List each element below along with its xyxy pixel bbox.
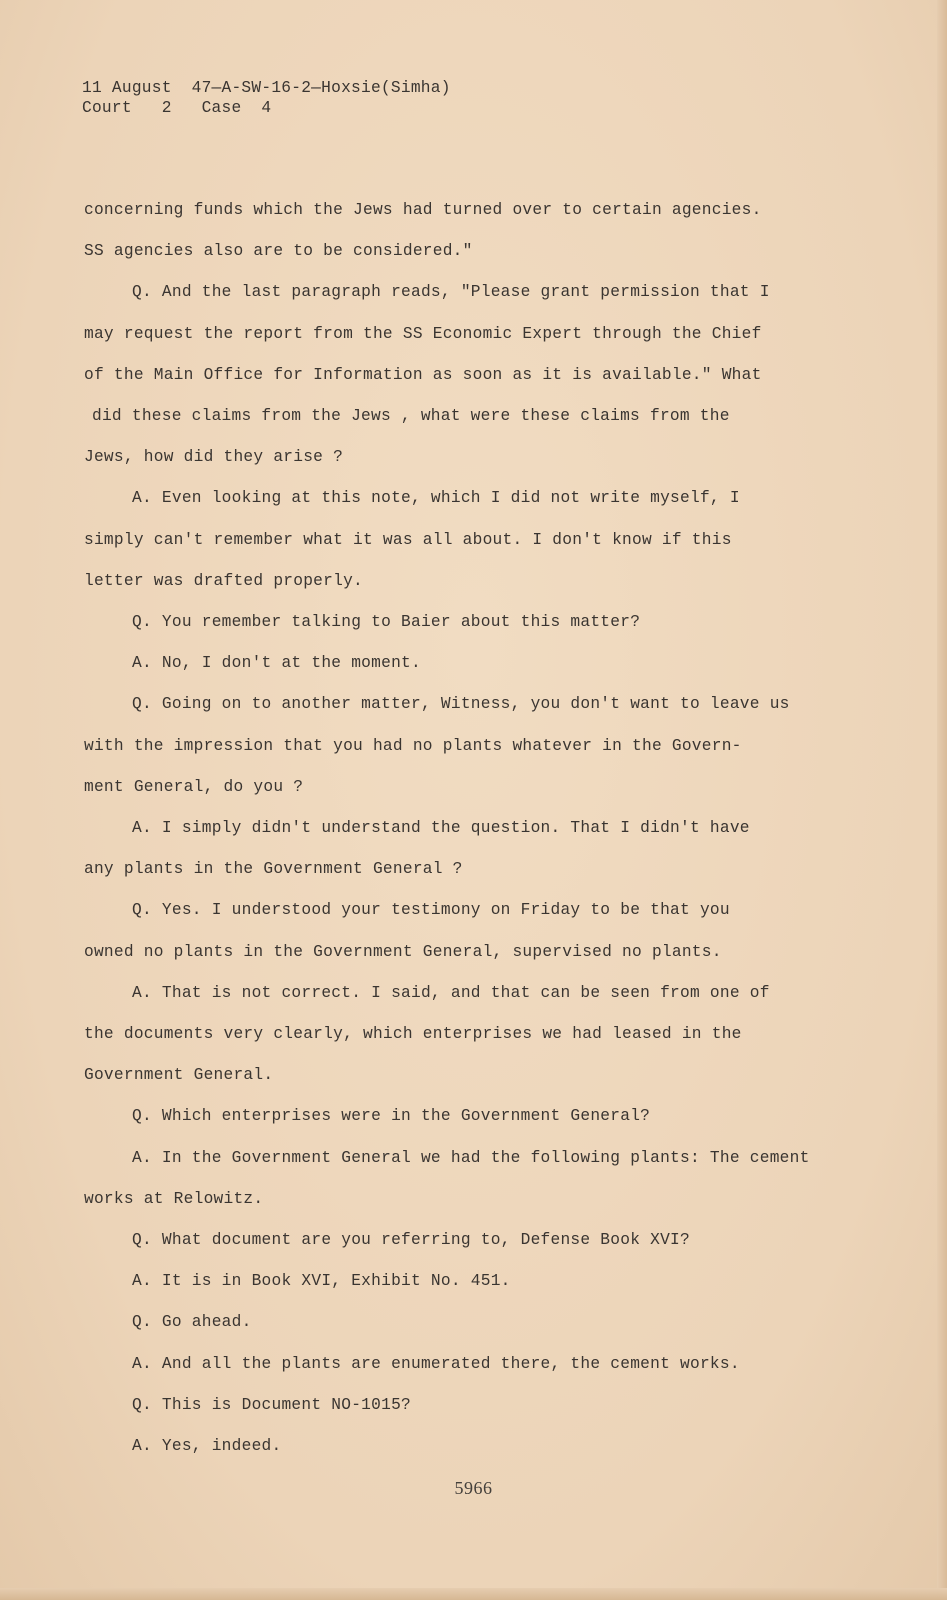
transcript-line: A. I simply didn't understand the question. That I didn't have [132, 819, 750, 838]
transcript-line: Q. And the last paragraph reads, "Please grant permission that I [132, 283, 770, 302]
transcript-line: A. In the Government General we had the following plants: The cement [132, 1148, 810, 1167]
transcript-line: the documents very clearly, which enterprises we had leased in the [84, 1025, 742, 1044]
transcript-line: Jews, how did they arise ? [84, 448, 344, 467]
transcript-line: A. Yes, indeed. [132, 1437, 282, 1456]
page-number: 5966 [454, 1478, 493, 1498]
transcript-line: ment General, do you ? [84, 777, 304, 796]
paper-edge-bottom [0, 1588, 947, 1600]
transcript-line: A. Even looking at this note, which I did not write myself, I [132, 489, 740, 508]
transcript-line: owned no plants in the Government General, supervised no plants. [84, 942, 722, 961]
transcript-line: Q. Yes. I understood your testimony on Friday to be that you [132, 901, 730, 920]
transcript-line: Q. Go ahead. [132, 1313, 252, 1332]
transcript-line: works at Relowitz. [84, 1189, 264, 1208]
transcript-line: letter was drafted properly. [84, 571, 363, 590]
paper-edge-right [937, 0, 947, 1600]
transcript-line: with the impression that you had no plants whatever in the Govern- [84, 736, 742, 755]
transcript-line: Government General. [84, 1066, 274, 1085]
transcript-line: concerning funds which the Jews had turned over to certain agencies. [84, 201, 762, 219]
transcript-line: Q. You remember talking to Baier about this matter? [132, 613, 641, 632]
document-header [82, 78, 451, 118]
transcript-line: Q. Which enterprises were in the Government General? [132, 1107, 651, 1126]
header-date-reference: 11 August 47—A-SW-16-2—Hoxsie(Simha) [82, 79, 451, 97]
transcript-line: Q. Going on to another matter, Witness, you don't want to leave us [132, 695, 790, 714]
transcript-line: Q. This is Document NO-1015? [132, 1395, 411, 1414]
transcript-line: of the Main Office for Information as soon as it is available." What [84, 365, 762, 384]
transcript-body [84, 190, 844, 1467]
transcript-line: did these claims from the Jews , what were these claims from the [92, 407, 730, 426]
transcript-line: Q. What document are you referring to, Defense Book XVI? [132, 1231, 690, 1250]
transcript-line: A. And all the plants are enumerated there, the cement works. [132, 1354, 740, 1373]
transcript-line: may request the report from the SS Economic Expert through the Chief [84, 324, 762, 343]
header-court-case: Court 2 Case 4 [82, 99, 272, 117]
transcript-line: any plants in the Government General ? [84, 860, 463, 879]
transcript-line: simply can't remember what it was all about. I don't know if this [84, 530, 732, 549]
transcript-line: A. No, I don't at the moment. [132, 654, 421, 673]
transcript-line: SS agencies also are to be considered." [84, 242, 473, 261]
transcript-line: A. It is in Book XVI, Exhibit No. 451. [132, 1272, 511, 1291]
transcript-line: A. That is not correct. I said, and that can be seen from one of [132, 983, 770, 1002]
